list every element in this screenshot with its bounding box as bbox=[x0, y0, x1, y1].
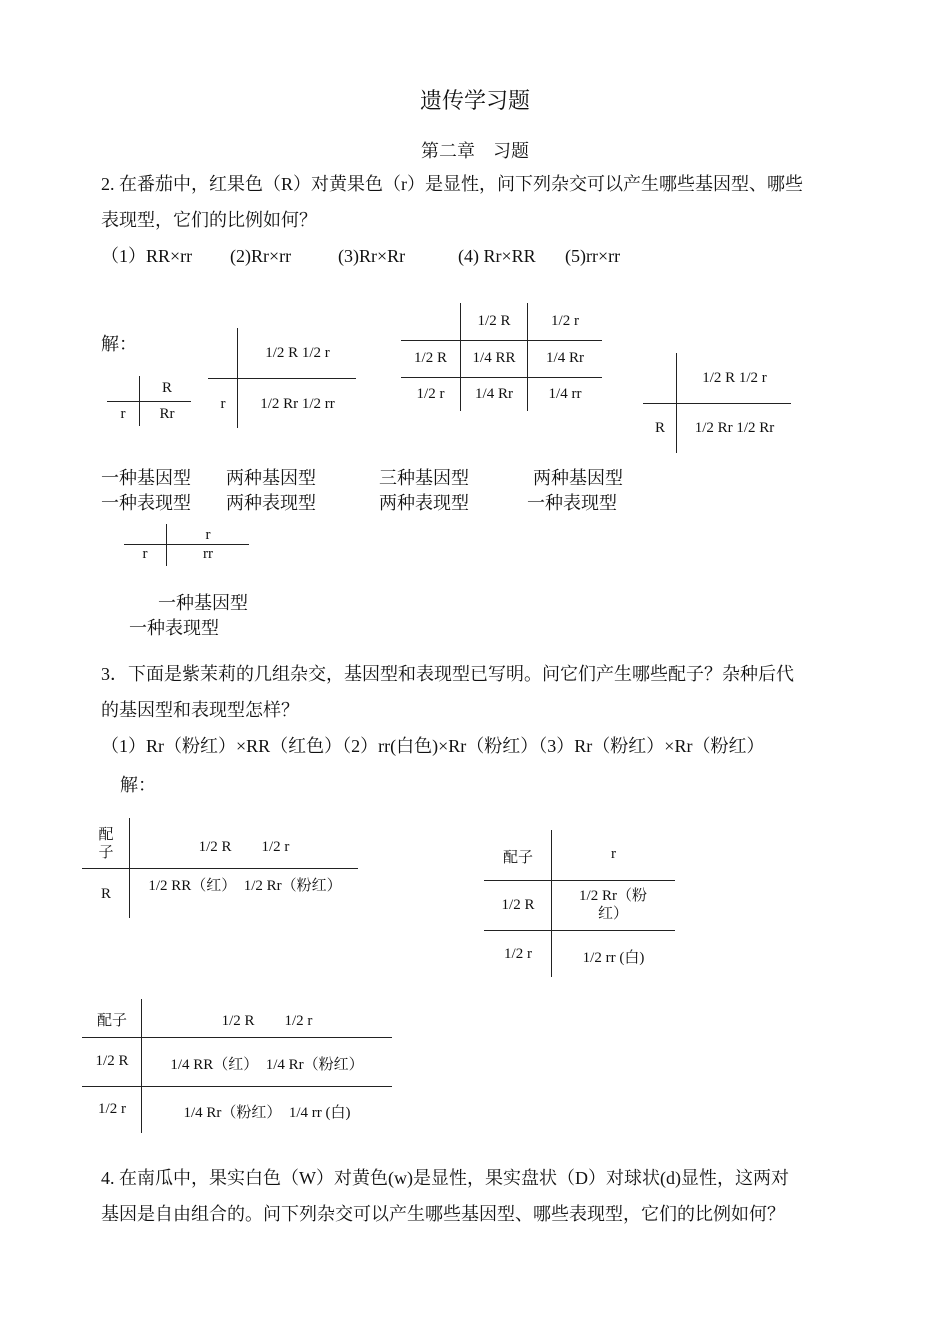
q3t1-col-headers: 1/2 R 1/2 r bbox=[198, 839, 290, 855]
t3-cell: 1/4 RR bbox=[472, 350, 516, 366]
phenotype-count: 两种表现型 bbox=[226, 493, 316, 513]
q4-text-line1: 4. 在南瓜中，果实白色（W）对黄色(w)是显性，果实盘状（D）对球状(d)显性，这两对 bbox=[101, 1168, 789, 1188]
t3-col-header-2: 1/2 r bbox=[551, 313, 579, 329]
q3t2-corner: 配子 bbox=[502, 850, 533, 866]
t3-col-header-1: 1/2 R bbox=[477, 313, 511, 329]
phenotype-count: 一种表现型 bbox=[101, 493, 191, 513]
q3t2-row-header-2: 1/2 r bbox=[504, 946, 532, 962]
q3t3-cell: 1/4 RR（红） 1/4 Rr（粉红） bbox=[170, 1057, 364, 1073]
t3-cell: 1/4 rr bbox=[548, 386, 582, 402]
genotype-count: 一种基因型 bbox=[101, 468, 191, 488]
genotype-count: 两种基因型 bbox=[533, 468, 623, 488]
q3-answer-label: 解： bbox=[120, 775, 156, 795]
q3t2-cell: 1/2 rr (白) bbox=[582, 950, 645, 966]
genotype-count: 两种基因型 bbox=[226, 468, 316, 488]
t3-cell: 1/4 Rr bbox=[475, 386, 513, 402]
t5-cell: rr bbox=[203, 546, 213, 562]
t4-cell: 1/2 Rr 1/2 Rr bbox=[694, 420, 775, 436]
q2-text-line2: 表现型，它们的比例如何？ bbox=[101, 210, 317, 230]
q2-cross-2: (2)Rr×rr bbox=[230, 246, 292, 266]
q2-cross-1: （1）RR×rr bbox=[101, 246, 193, 266]
t1-row-header: r bbox=[120, 406, 126, 422]
q3t2-cell: 1/2 Rr（粉红） bbox=[579, 888, 647, 922]
q3t3-row-header-2: 1/2 r bbox=[98, 1101, 126, 1117]
q3-text-line1: 3．下面是紫茉莉的几组杂交，基因型和表现型已写明。问它们产生哪些配子？杂种后代 bbox=[101, 664, 794, 684]
q3t3-cell: 1/4 Rr（粉红） 1/4 rr (白) bbox=[183, 1105, 351, 1121]
t3-row-header-1: 1/2 R bbox=[414, 350, 447, 366]
q4-text-line2: 基因是自由组合的。问下列杂交可以产生哪些基因型、哪些表现型，它们的比例如何？ bbox=[101, 1204, 785, 1224]
q3t3-row-header-1: 1/2 R bbox=[95, 1053, 129, 1069]
q3t1-row-header: R bbox=[100, 886, 111, 902]
t3-cell: 1/4 Rr bbox=[546, 350, 584, 366]
t4-row-header: R bbox=[654, 420, 665, 436]
q3t3-col-headers: 1/2 R 1/2 r bbox=[221, 1013, 313, 1029]
t2-cell: 1/2 Rr 1/2 rr bbox=[260, 396, 335, 412]
t1-col-header: R bbox=[161, 380, 172, 396]
t4-col-header: 1/2 R 1/2 r bbox=[702, 370, 767, 386]
q2-cross-3: (3)Rr×Rr bbox=[338, 246, 406, 266]
page-title: 遗传学习题 bbox=[419, 88, 530, 113]
chapter-heading: 第二章 习题 bbox=[421, 141, 529, 161]
t2-row-header: r bbox=[220, 396, 226, 412]
q2-cross-4: (4) Rr×RR bbox=[458, 246, 536, 266]
t3-row-header-2: 1/2 r bbox=[416, 386, 445, 402]
phenotype-count: 一种表现型 bbox=[129, 618, 219, 638]
q3-text-line2: 的基因型和表现型怎样？ bbox=[101, 700, 299, 720]
genotype-count: 一种基因型 bbox=[158, 593, 248, 613]
q3-crosses: （1）Rr（粉红）×RR（红色）（2）rr(白色)×Rr（粉红）（3）Rr（粉红）×Rr（粉红） bbox=[101, 736, 765, 756]
q3t3-corner: 配子 bbox=[96, 1013, 127, 1029]
q3t1-cell: 1/2 RR（红） 1/2 Rr（粉红） bbox=[148, 878, 342, 894]
phenotype-count: 两种表现型 bbox=[379, 493, 469, 513]
t5-row-header: r bbox=[142, 546, 148, 562]
phenotype-count: 一种表现型 bbox=[527, 493, 617, 513]
q2-answer-label: 解： bbox=[101, 334, 137, 354]
q2-text-line1: 2. 在番茄中，红果色（R）对黄果色（r）是显性，问下列杂交可以产生哪些基因型、哪些 bbox=[101, 174, 803, 194]
q3t2-col-header: r bbox=[611, 846, 616, 862]
q3t1-corner: 配子 bbox=[98, 827, 114, 861]
q3t2-row-header-1: 1/2 R bbox=[501, 897, 535, 913]
q2-cross-5: (5)rr×rr bbox=[565, 246, 621, 266]
genotype-count: 三种基因型 bbox=[379, 468, 469, 488]
t5-col-header: r bbox=[205, 527, 211, 543]
t2-col-header: 1/2 R 1/2 r bbox=[265, 345, 330, 361]
t1-cell: Rr bbox=[159, 406, 175, 422]
